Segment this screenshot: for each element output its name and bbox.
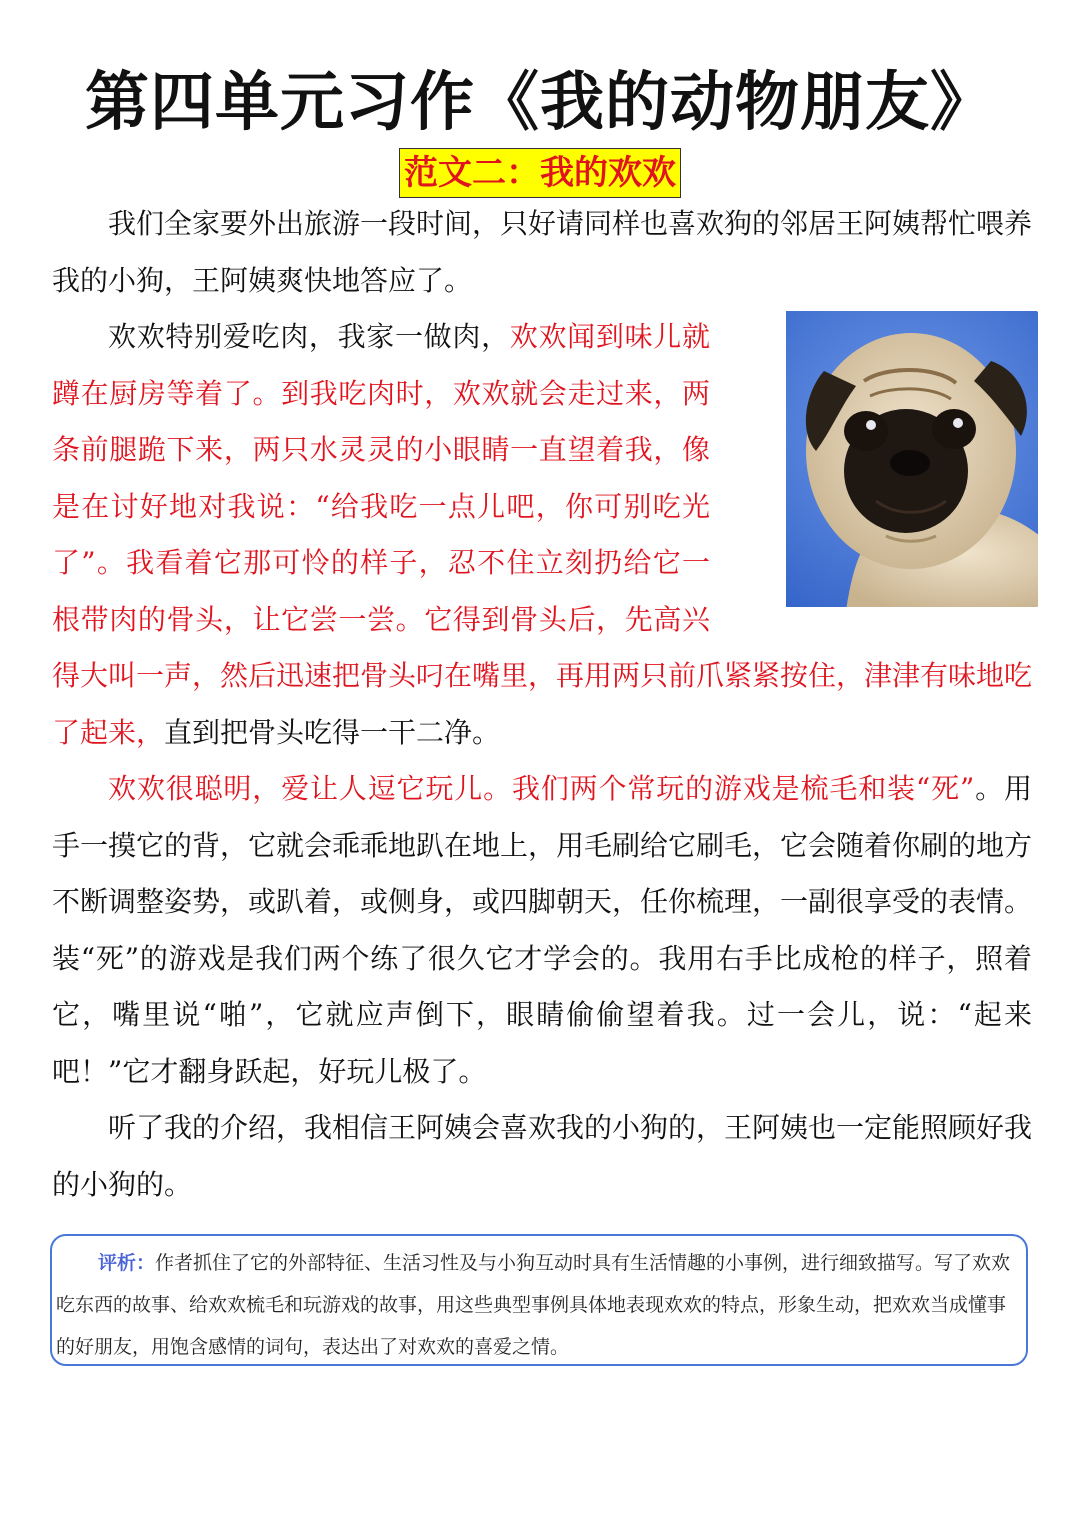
- commentary-text: 作者抓住了它的外部特征、生活习性及与小狗互动时具有生活情趣的小事例，进行细致描写。写了欢欢吃东西的故事、给欢欢梳毛和玩游戏的故事，用这些典型事例具体地表现欢欢的特点，形象生动，把欢欢当成懂事的好朋友，用饱含感情的词句，表达出了对欢欢的喜爱之情。: [56, 1252, 1011, 1358]
- subtitle: 范文二：我的欢欢: [399, 148, 681, 198]
- paragraph-3-highlight: 欢欢很聪明，爱让人逗它玩儿。我们两个常玩的游戏是梳毛和装“死”: [108, 772, 975, 805]
- paragraph-3: [52, 761, 1032, 1100]
- paragraph-2-intro: 欢欢特别爱吃肉，我家一做肉，: [108, 320, 510, 353]
- essay-body: [52, 196, 1032, 1213]
- paragraph-2: [52, 309, 1032, 761]
- commentary-label: 评析：: [98, 1252, 156, 1274]
- pug-photo: [730, 311, 1038, 607]
- commentary-box: [50, 1234, 1028, 1366]
- paragraph-3-body: 。用手一摸它的背，它就会乖乖地趴在地上，用毛刷给它刷毛，它会随着你刷的地方不断调整姿势，或趴着，或侧身，或四脚朝天，任你梳理，一副很享受的表情。装“死”的游戏是我们两个练了很久它才学会的。我用右手比成枪的样子，照着它，嘴里说“啪”，它就应声倒下，眼睛偷偷望着我。过一会儿，说：“起来吧！”它才翻身跃起，好玩儿极了。: [52, 772, 1033, 1088]
- paragraph-4: 听了我的介绍，我相信王阿姨会喜欢我的小狗的，王阿姨也一定能照顾好我的小狗的。: [52, 1111, 1033, 1201]
- paragraph-1: 我们全家要外出旅游一段时间，只好请同样也喜欢狗的邻居王阿姨帮忙喂养我的小狗，王阿姨爽快地答应了。: [52, 207, 1033, 297]
- page-title: 第四单元习作《我的动物朋友》: [85, 65, 995, 140]
- subtitle-container: [0, 148, 1080, 198]
- paragraph-2-ending: 直到把骨头吃得一干二净。: [164, 715, 501, 749]
- paragraph-2-highlight: 欢欢闻到味儿就蹲在厨房等着了。到我吃肉时，欢欢就会走过来，两条前腿跪下来，两只水灵灵的小眼睛一直望着我，像是在讨好地对我说：“给我吃一点儿吧，你可别吃光了”。我看着它那可怜的样子，忍不住立刻扔给它一根带肉的骨头，让它尝一尝。它得到骨头后，先高兴得大叫一声，然后迅速把骨头叼在嘴里，再用两只前爪紧紧按住，津津有味地吃了起来，: [52, 320, 1033, 749]
